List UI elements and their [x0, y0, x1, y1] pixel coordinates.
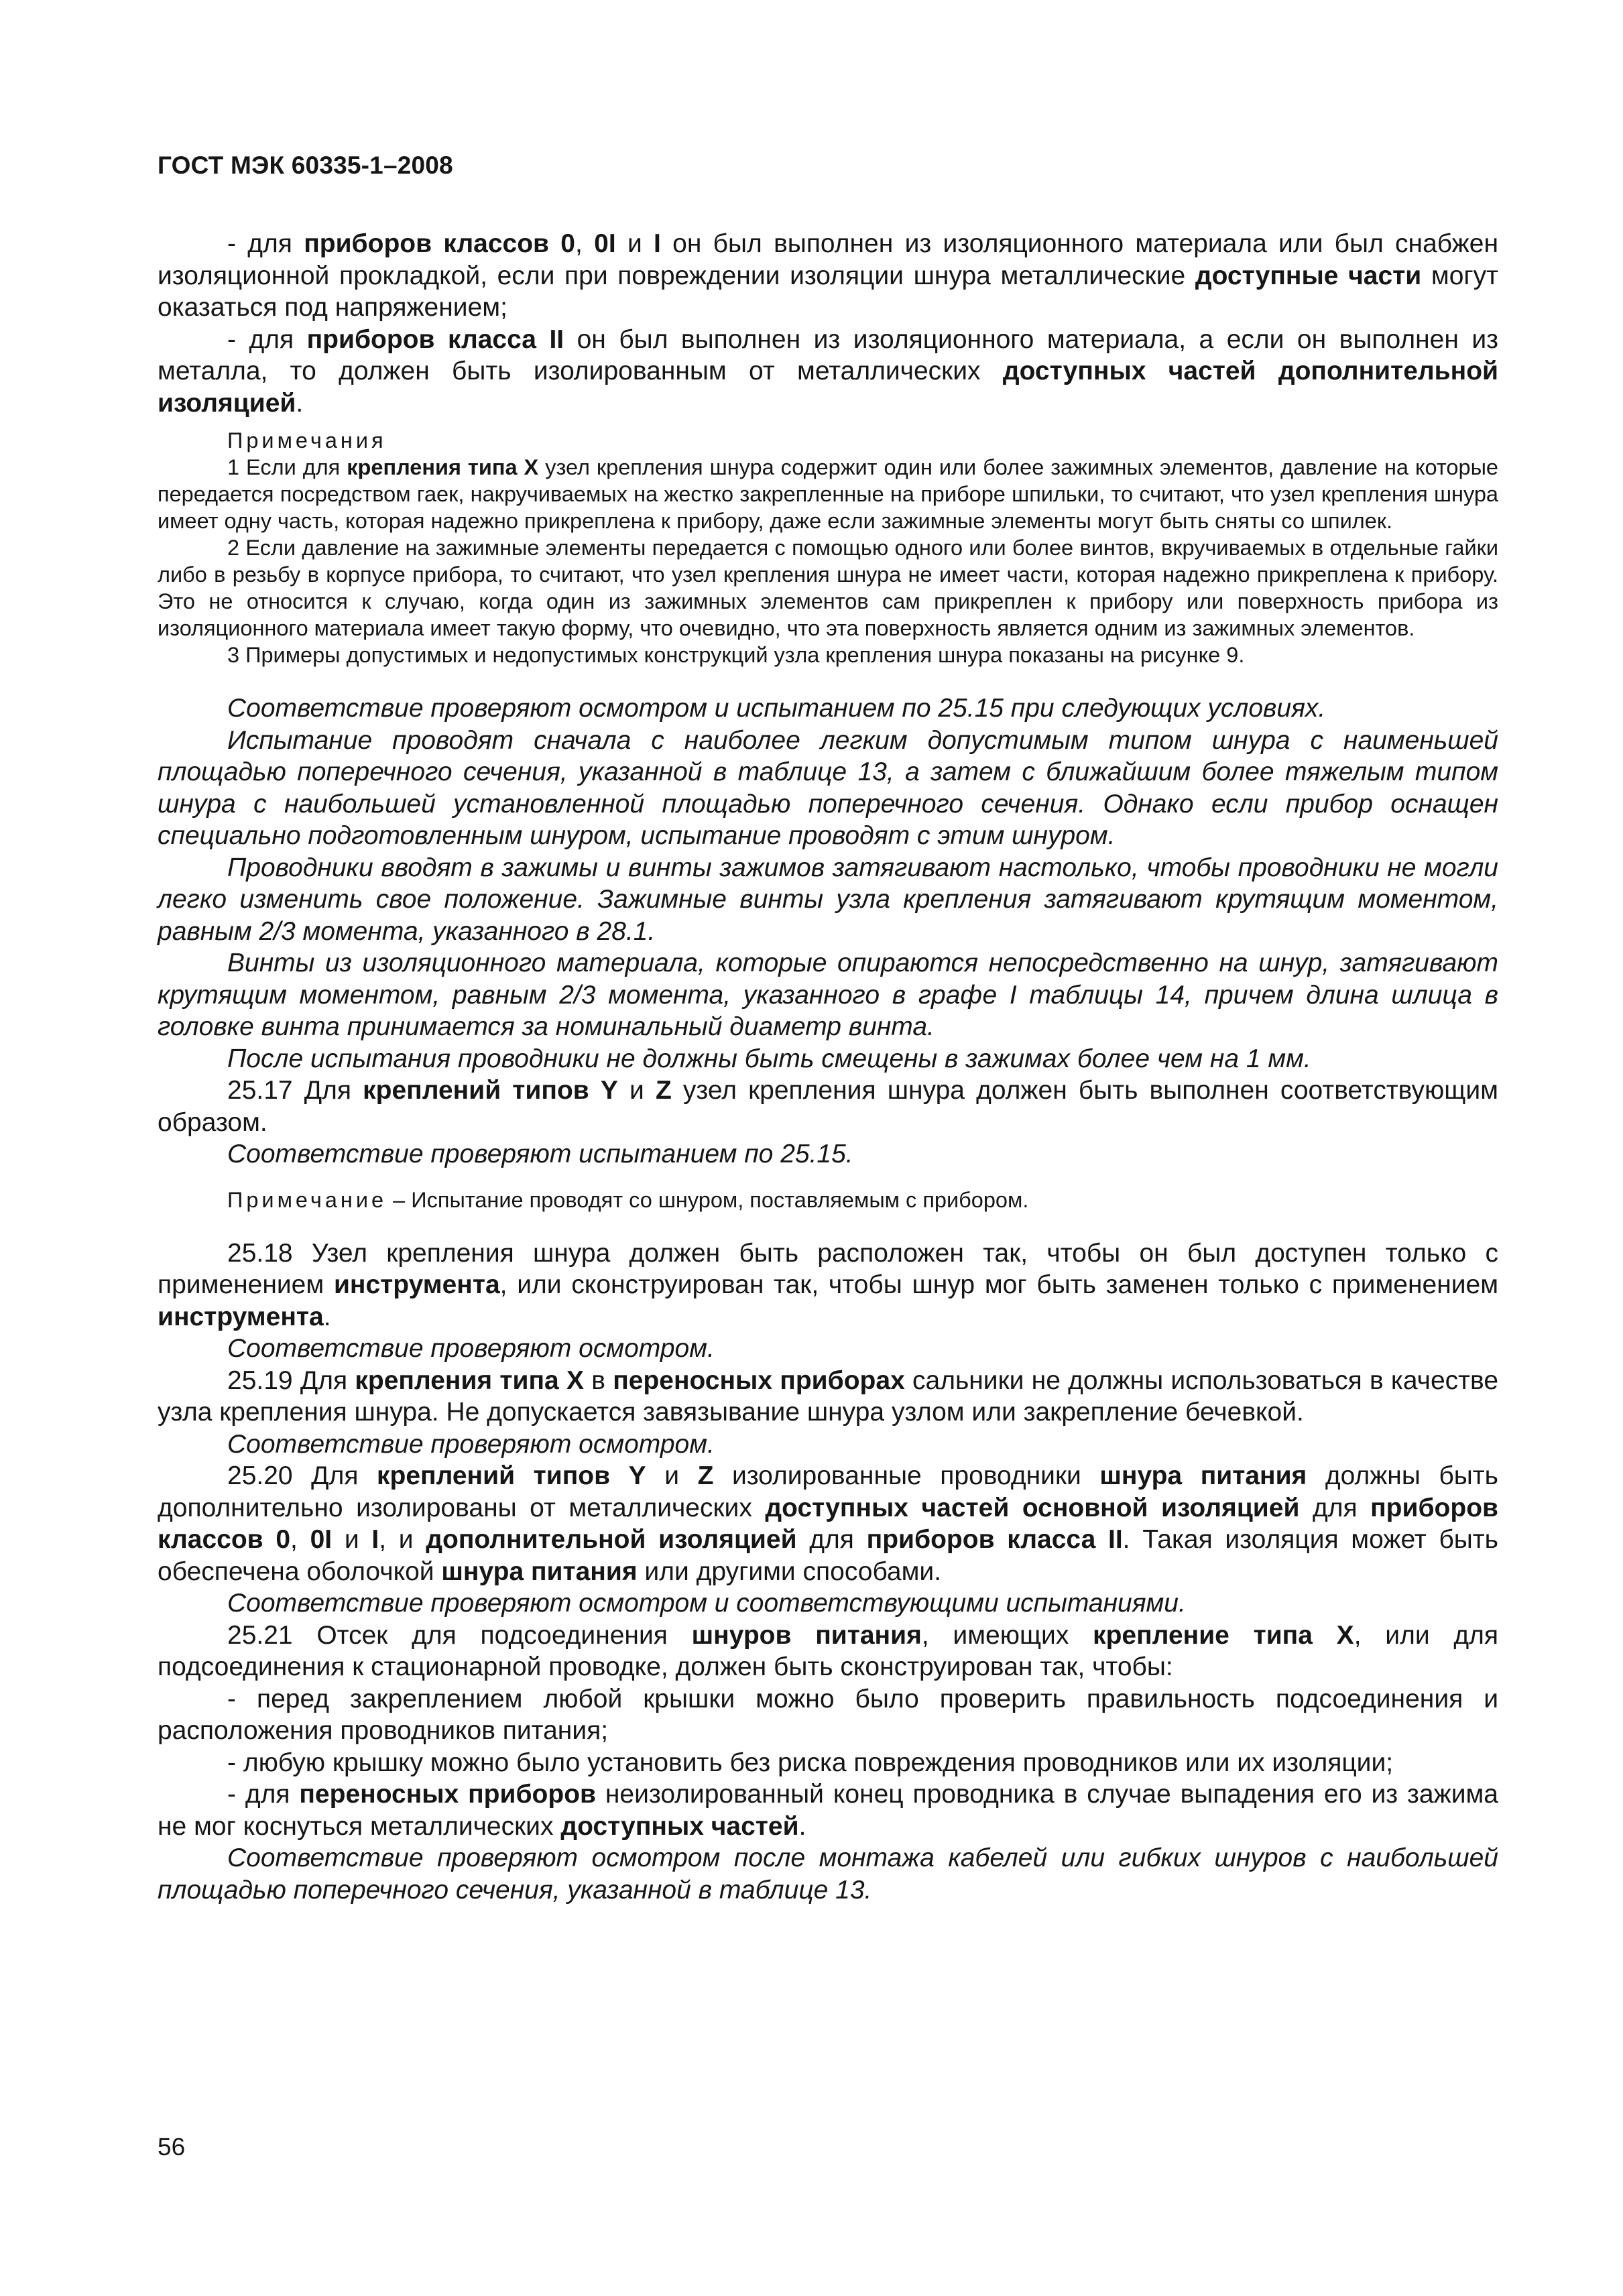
compliance-check-1: Соответствие проверяют осмотром и испытанием по 25.15 при следующих условиях. — [227, 694, 1326, 723]
test-paragraph-2: Проводники вводят в зажимы и винты зажимов затягивают настолько, чтобы проводники не могли легко изменить свое положение. Зажимные винты узла крепления затягивают крутящим моментом, равным 2/3 момента, указанного в 28.1. — [158, 853, 1498, 946]
document-body — [158, 228, 1498, 1906]
clause-25-20: 25.20 Для креплений типов Y и Z изолированные проводники шнура питания должны быть дополнительно изолированы от металлических доступных частей основной изоляцией для приборов классов 0, 0I и I, и дополнительной изоляцией для приборов класса II. Такая изоляция может быть обеспечена оболочкой шнура питания или другими способами. — [158, 1461, 1498, 1586]
notes-heading: Примечания — [227, 428, 387, 452]
clause-25-17: 25.17 Для креплений типов Y и Z узел крепления шнура должен быть выполнен соответствующим образом. — [158, 1076, 1498, 1137]
compliance-check-4: Соответствие проверяют осмотром. — [227, 1429, 715, 1459]
clause-25-21: 25.21 Отсек для подсоединения шнуров питания, имеющих крепление типа X, или для подсоединения к стационарной проводке, должен быть сконструирован так, чтобы: — [158, 1620, 1498, 1681]
note-1: 1 Если для крепления типа X узел крепления шнура содержит один или более зажимных элементов, давление на которые передается посредством гаек, накручиваемых на жестко закрепленные на приборе шпильки, то считают, что узел крепления шнура имеет одну часть, которая надежно прикреплена к прибору, даже если зажимные элементы могут быть сняты со шпилек. — [158, 455, 1498, 533]
clause-25-19: 25.19 Для крепления типа X в переносных приборах сальники не должны использоваться в качестве узла крепления шнура. Не допускается завязывание шнура узлом или закрепление бечевкой. — [158, 1366, 1499, 1427]
list-item-2: - любую крышку можно было установить без риска повреждения проводников или их изоляции; — [227, 1748, 1394, 1777]
note-2: 2 Если давление на зажимные элементы передается с помощью одного или более винтов, вкручиваемых в отдельные гайки либо в резьбу в корпусе прибора, то считают, что узел крепления шнура не имеет части, которая надежно прикреплена к прибору. Это не относится к случаю, когда один из зажимных элементов сам прикреплен к прибору или поверхность прибора из изоляционного материала имеет такую форму, что очевидно, что эта поверхность является одним из зажимных элементов. — [158, 536, 1498, 640]
page-number: 56 — [158, 2133, 186, 2161]
note-single: Примечание – Испытание проводят со шнуром, поставляемым с прибором. — [227, 1187, 1029, 1212]
test-paragraph-4: После испытания проводники не должны быть смещены в зажимах более чем на 1 мм. — [227, 1044, 1311, 1073]
test-paragraph-3: Винты из изоляционного материала, которые опираются непосредственно на шнур, затягивают крутящим моментом, равным 2/3 момента, указанного в графе I таблицы 14, причем длина шлица в головке винта принимается за номинальный диаметр винта. — [158, 949, 1498, 1041]
compliance-check-6: Соответствие проверяют осмотром после монтажа кабелей или гибких шнуров с наибольшей площадью поперечного сечения, указанной в таблице 13. — [158, 1844, 1498, 1905]
compliance-check-5: Соответствие проверяют осмотром и соответствующими испытаниями. — [227, 1589, 1186, 1618]
list-item-1: - перед закреплением любой крышки можно было проверить правильность подсоединения и расположения проводников питания; — [158, 1684, 1498, 1745]
note-3: 3 Примеры допустимых и недопустимых конструкций узла крепления шнура показаны на рисунке 9. — [227, 643, 1245, 667]
document-header: ГОСТ МЭК 60335-1–2008 — [158, 152, 453, 179]
compliance-check-2: Соответствие проверяют испытанием по 25.15. — [227, 1140, 853, 1168]
clause-25-18: 25.18 Узел крепления шнура должен быть расположен так, чтобы он был доступен только с применением инструмента, или сконструирован так, чтобы шнур мог быть заменен только с применением инструмента. — [158, 1238, 1499, 1331]
paragraph-class0-requirement: - для приборов классов 0, 0I и I он был выполнен из изоляционного материала или был снабжен изоляционной прокладкой, если при повреждении изоляции шнура металлические доступные части могут оказаться под напряжением; — [158, 229, 1499, 322]
compliance-check-3: Соответствие проверяют осмотром. — [227, 1334, 715, 1363]
paragraph-class2-requirement: - для приборов класса II он был выполнен из изоляционного материала, а если он выполнен из металла, то должен быть изолированным от металлических доступных частей дополнительной изоляцией. — [158, 324, 1499, 418]
list-item-3: - для переносных приборов неизолированный конец проводника в случае выпадения его из зажима не мог коснуться металлических доступных частей. — [158, 1780, 1498, 1841]
test-paragraph-1: Испытание проводят сначала с наиболее легким допустимым типом шнура с наименьшей площадью поперечного сечения, указанной в таблице 13, а затем с ближайшим более тяжелым типом шнура с наибольшей установленной площадью поперечного сечения. Однако если прибор оснащен специально подготовленным шнуром, испытание проводят с этим шнуром. — [158, 725, 1498, 850]
